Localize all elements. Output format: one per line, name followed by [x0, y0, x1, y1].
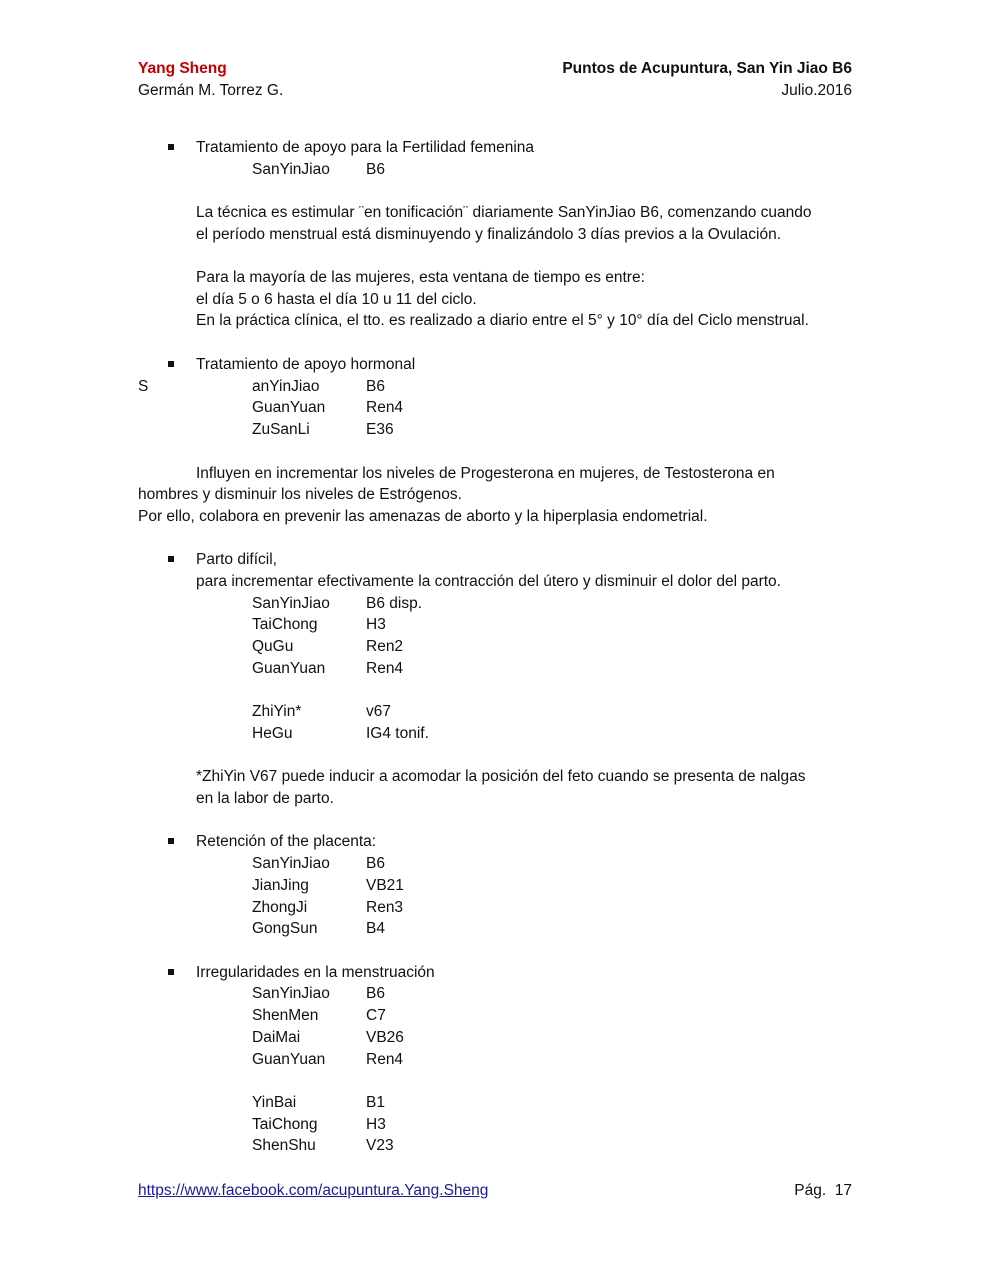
fertility-paragraph: Para la mayoría de las mujeres, esta ventana de tiempo es entre:: [196, 269, 645, 286]
point-code: v67: [366, 703, 391, 720]
point-code: B6 disp.: [366, 595, 423, 612]
point-name: YinBai: [252, 1094, 297, 1111]
point-code: VB26: [366, 1029, 404, 1046]
header-brand: Yang Sheng: [138, 60, 227, 77]
fertility-paragraph: La técnica es estimular ¨en tonificación¨ diariamente SanYinJiao B6, comenzando cuando: [196, 204, 812, 221]
header-date: Julio.2016: [781, 82, 852, 99]
point-code: V23: [366, 1137, 394, 1154]
point-code: VB21: [366, 877, 404, 894]
footer-facebook-link[interactable]: https://www.facebook.com/acupuntura.Yang.Sheng: [138, 1182, 489, 1199]
fertility-paragraph: En la práctica clínica, el tto. es realizado a diario entre el 5° y 10° día del Ciclo menstrual.: [196, 312, 809, 329]
labor-note: *ZhiYin V67 puede inducir a acomodar la posición del feto cuando se presenta de nalgas: [196, 768, 806, 785]
point-code: B6: [366, 161, 385, 178]
page-number: Pág. 17: [794, 1182, 852, 1199]
point-code: C7: [366, 1007, 386, 1024]
bullet-icon: [168, 969, 174, 975]
point-code: B4: [366, 920, 385, 937]
labor-note: en la labor de parto.: [196, 790, 334, 807]
point-name: ZuSanLi: [252, 421, 310, 438]
hormonal-paragraph: Por ello, colabora en prevenir las amenazas de aborto y la hiperplasia endometrial.: [138, 508, 708, 525]
point-name: SanYinJiao: [252, 985, 330, 1002]
hormonal-paragraph: hombres y disminuir los niveles de Estrógenos.: [138, 486, 462, 503]
point-code: B6: [366, 855, 385, 872]
point-name: DaiMai: [252, 1029, 301, 1046]
point-code: Ren4: [366, 1051, 404, 1068]
bullet-icon: [168, 144, 174, 150]
labor-subtitle: para incrementar efectivamente la contracción del útero y disminuir el dolor del parto.: [196, 573, 781, 590]
menstrual-heading: Irregularidades en la menstruación: [196, 964, 435, 981]
point-name: JianJing: [252, 877, 309, 894]
point-code: H3: [366, 616, 386, 633]
point-name: ShenShu: [252, 1137, 316, 1154]
fertility-heading: Tratamiento de apoyo para la Fertilidad femenina: [196, 139, 535, 156]
point-code: Ren4: [366, 660, 404, 677]
point-code: IG4 tonif.: [366, 725, 429, 742]
point-name: GuanYuan: [252, 660, 326, 677]
point-code: Ren2: [366, 638, 404, 655]
stray-letter: S: [138, 378, 149, 395]
point-name: TaiChong: [252, 616, 318, 633]
point-name: HeGu: [252, 725, 293, 742]
point-name: TaiChong: [252, 1116, 318, 1133]
header-title: Puntos de Acupuntura, San Yin Jiao B6: [562, 60, 852, 77]
point-name: anYinJiao: [252, 378, 320, 395]
point-name: SanYinJiao: [252, 161, 330, 178]
hormonal-heading: Tratamiento de apoyo hormonal: [196, 356, 416, 373]
fertility-paragraph: el período menstrual está disminuyendo y finalizándolo 3 días previos a la Ovulación.: [196, 226, 782, 243]
point-name: ZhongJi: [252, 899, 308, 916]
bullet-icon: [168, 838, 174, 844]
point-name: QuGu: [252, 638, 294, 655]
point-code: B6: [366, 378, 385, 395]
point-name: ShenMen: [252, 1007, 319, 1024]
header-author: Germán M. Torrez G.: [138, 82, 284, 99]
point-code: Ren3: [366, 899, 404, 916]
point-code: B1: [366, 1094, 385, 1111]
point-code: Ren4: [366, 399, 404, 416]
bullet-icon: [168, 556, 174, 562]
fertility-paragraph: el día 5 o 6 hasta el día 10 u 11 del ciclo.: [196, 291, 477, 308]
placenta-heading: Retención of the placenta:: [196, 833, 377, 850]
point-code: E36: [366, 421, 394, 438]
point-name: SanYinJiao: [252, 595, 330, 612]
hormonal-paragraph: Influyen en incrementar los niveles de Progesterona en mujeres, de Testosterona en: [196, 465, 775, 482]
labor-heading: Parto difícil,: [196, 551, 277, 568]
point-name: GongSun: [252, 920, 318, 937]
point-name: GuanYuan: [252, 399, 326, 416]
point-name: GuanYuan: [252, 1051, 326, 1068]
point-code: H3: [366, 1116, 386, 1133]
point-name: SanYinJiao: [252, 855, 330, 872]
point-name: ZhiYin*: [252, 703, 302, 720]
point-code: B6: [366, 985, 385, 1002]
bullet-icon: [168, 361, 174, 367]
